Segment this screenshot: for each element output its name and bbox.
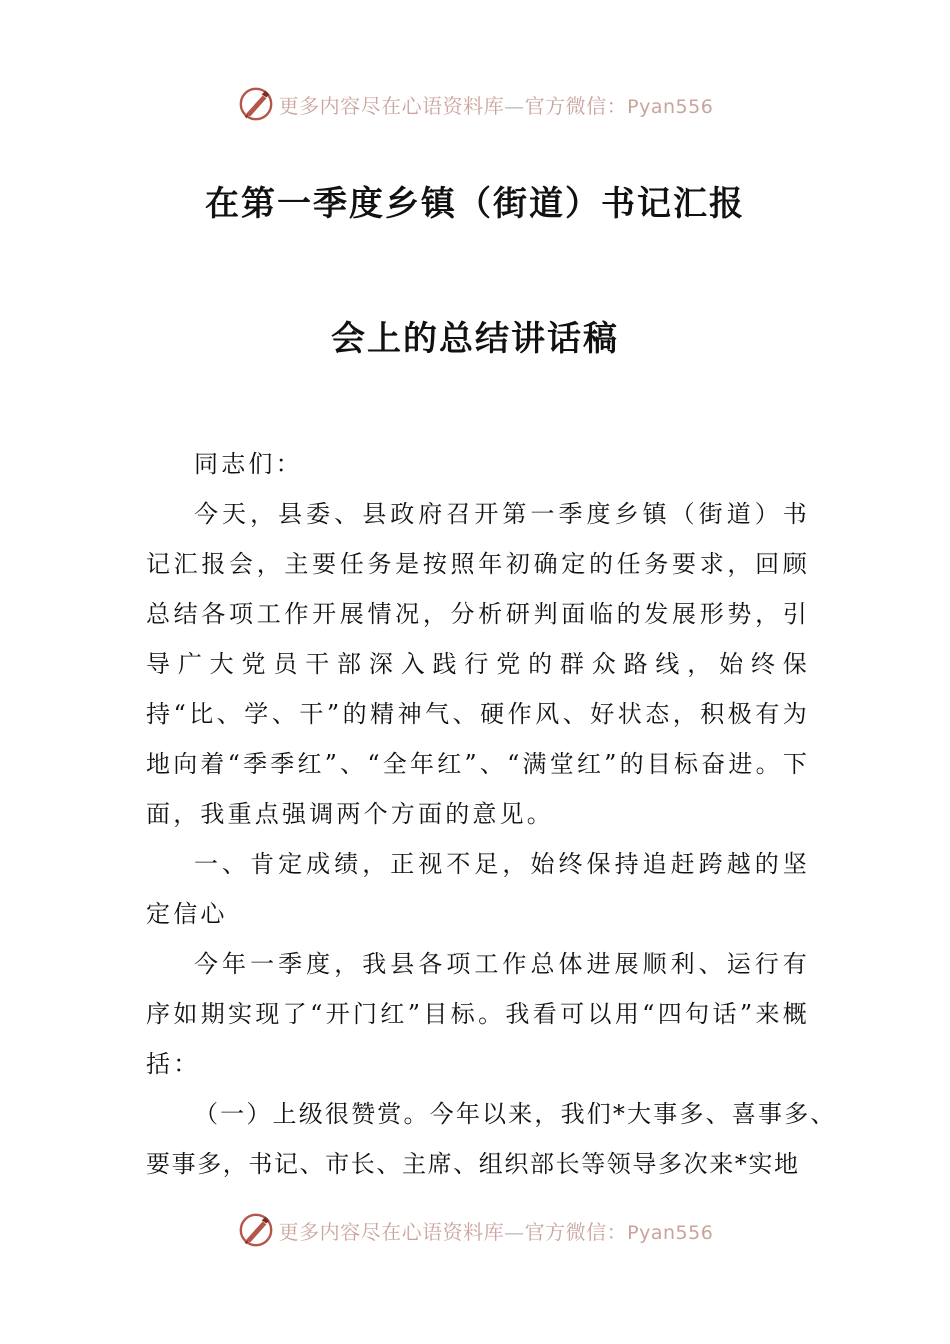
watermark-label: 官方微信： [524, 93, 628, 118]
watermark-brand: 更多内容尽在心语资料库 [278, 93, 505, 118]
paragraph-point-1: （一）上级很赞赏。今年以来，我们*大事多、喜事多、要事多，书记、市长、主席、组织部长等领导多次来*实地 [146, 1100, 836, 1178]
watermark-header [0, 82, 950, 126]
watermark-brand: 更多内容尽在心语资料库 [278, 1219, 505, 1244]
watermark-wechat-id: Pyan556 [627, 95, 714, 118]
watermark-wechat-id: Pyan556 [627, 1221, 714, 1244]
watermark-text [279, 1216, 714, 1245]
paragraph-intro: 今天，县委、县政府召开第一季度乡镇（街道）书记汇报会，主要任务是按照年初确定的任务要求，回顾总结各项工作开展情况，分析研判面临的发展形势，引导广大党员干部深入践行党的群众路线，始终保持“比、学、干”的精神气、硬作风、好状态，积极有为地向着“季季红”、“全年红”、“满堂红”的目标奋进。下面，我重点强调两个方面的意见。 [146, 500, 811, 828]
watermark-dash: — [504, 1219, 525, 1244]
section-heading-1: 一、肯定成绩，正视不足，始终保持追赶跨越的坚定信心 [146, 850, 810, 928]
pen-logo-icon [237, 85, 275, 123]
document-body [146, 439, 836, 1189]
paragraph-summary: 今年一季度，我县各项工作总体进展顺利、运行有序如期实现了“开门红”目标。我看可以用“四句话”来概括： [146, 950, 810, 1078]
watermark-footer [0, 1208, 950, 1252]
pen-logo-icon [237, 1211, 275, 1249]
salutation: 同志们： [194, 450, 303, 478]
document-title-line1: 在第一季度乡镇（街道）书记汇报 [205, 184, 745, 224]
watermark-dash: — [504, 93, 525, 118]
document-title-line2: 会上的总结讲话稿 [331, 319, 619, 359]
watermark-text [279, 90, 714, 119]
watermark-label: 官方微信： [524, 1219, 628, 1244]
